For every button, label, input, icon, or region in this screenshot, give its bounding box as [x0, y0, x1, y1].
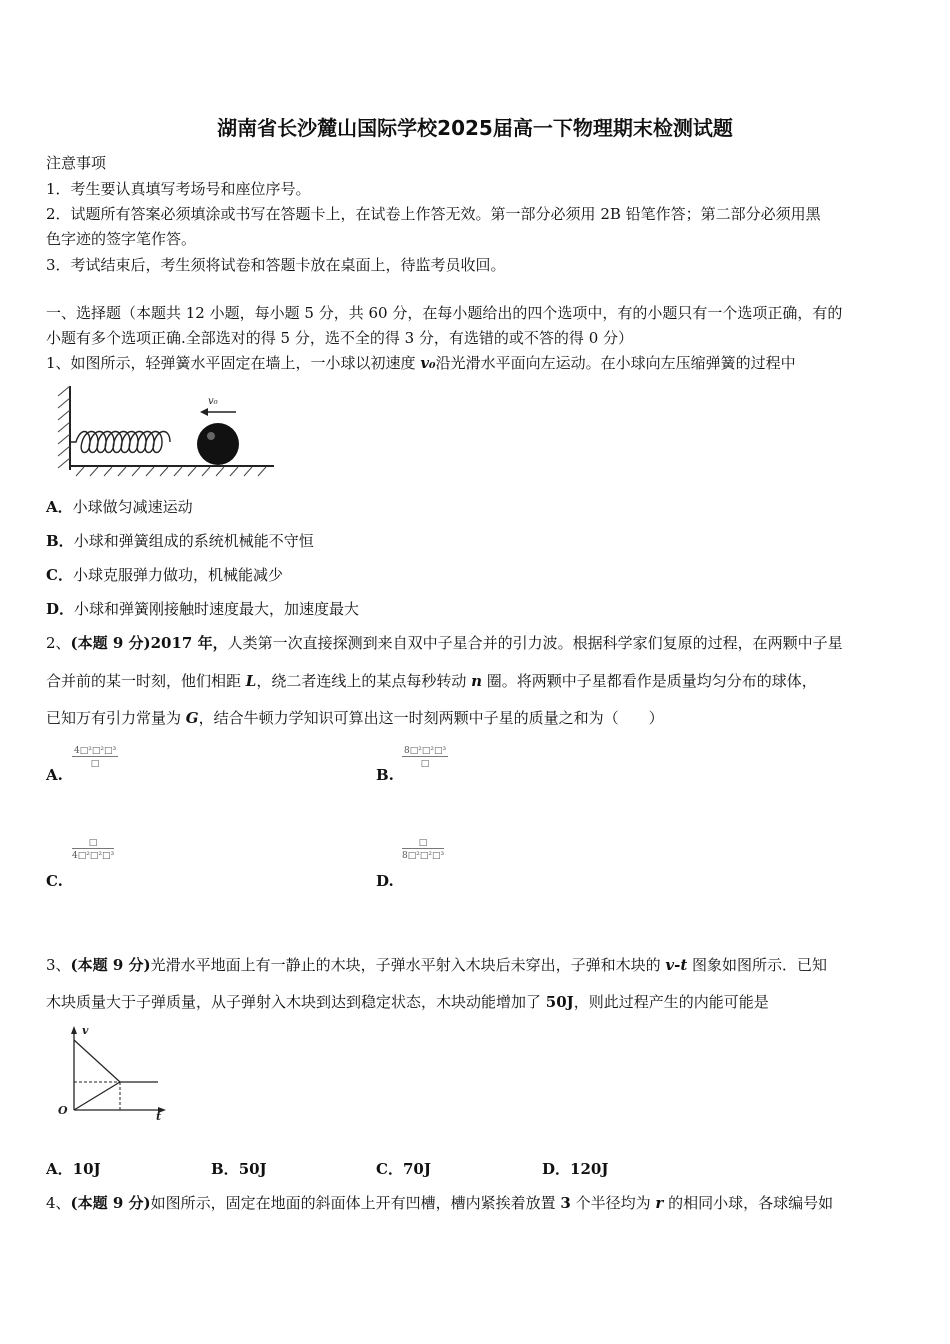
q3-axis-t-label: t — [156, 1110, 162, 1122]
q3-stem-line-2: 木块质量大于子弹质量，从子弹射入木块到达到稳定状态，木块动能增加了 50J，则此过程产生的内能可能是 — [46, 993, 769, 1011]
notice-item-2: 2．试题所有答案必须填涂或书写在答题卡上，在试卷上作答无效。第一部分必须用 2B 铅笔作答；第二部分必须用黑 — [46, 205, 821, 223]
page-title: 湖南省长沙麓山国际学校2025届高一下物理期末检测试题 — [217, 116, 733, 140]
notice-heading: 注意事项 — [46, 154, 107, 172]
section-heading-line-1: 一、选择题（本题共 12 小题，每小题 5 分，共 60 分，在每小题给出的四个选项中，有的小题只有一个选项正确，有的 — [46, 304, 843, 322]
q2-option-d-fraction: □ 8□²□²□³ — [402, 838, 445, 861]
q1-stem — [46, 352, 796, 373]
q4-stem-line-1: 4、(本题 9 分)如图所示，固定在地面的斜面体上开有凹槽，槽内紧挨着放置 3 个半径均为 r 的相同小球，各球编号如 — [46, 1194, 834, 1212]
q3-option-d: D．120J — [542, 1160, 609, 1178]
notice-item-1: 1．考生要认真填写考场号和座位序号。 — [46, 180, 311, 198]
notice-item-3: 3．考试结束后，考生须将试卷和答题卡放在桌面上，待监考员收回。 — [46, 256, 506, 274]
q2-option-b-fraction: 8□²□²□³ □ — [404, 746, 447, 769]
q3-option-b: B．50J — [211, 1160, 267, 1178]
q2-stem-line-1: 2、(本题 9 分)2017 年，人类第一次直接探测到来自双中子星合并的引力波。根据科学家们复原的过程，在两颗中子星 — [46, 634, 843, 652]
q1-option-d: D．小球和弹簧刚接触时速度最大，加速度最大 — [46, 600, 360, 618]
q1-spring-ball-figure — [56, 384, 278, 478]
q1-stem-part-b: 沿光滑水平面向左运动。在小球向左压缩弹簧的过程中 — [435, 354, 796, 372]
q3-axis-v-label: v — [82, 1024, 89, 1037]
q3-option-c: C．70J — [376, 1160, 431, 1178]
q3-option-a: A．10J — [46, 1160, 101, 1178]
q2-stem-line-3: 已知万有引力常量为 G，结合牛顿力学知识可算出这一时刻两颗中子星的质量之和为（ ） — [46, 709, 664, 727]
section-heading-line-2: 小题有多个选项正确.全部选对的得 5 分，选不全的得 3 分，有选错的或不答的得 0 分） — [46, 329, 634, 347]
q2-option-b-label: B. — [376, 766, 394, 784]
q2-stem-line-2: 合并前的某一时刻，他们相距 L，绕二者连线上的某点每秒转动 n 圈。将两颗中子星都看作是质量均匀分布的球体， — [46, 672, 817, 690]
q2-option-a-fraction: 4□²□²□³ □ — [74, 746, 117, 769]
q2-option-d-label: D. — [376, 872, 394, 890]
q1-figure-v0-label: v₀ — [208, 396, 218, 407]
q1-option-b: B．小球和弹簧组成的系统机械能不守恒 — [46, 532, 314, 550]
q2-option-c-label: C. — [46, 872, 63, 890]
q1-v0: v₀ — [420, 354, 436, 372]
q2-option-a-label: A. — [46, 766, 63, 784]
q2-option-c-fraction: □ 4□²□²□³ — [72, 838, 115, 861]
q3-stem-line-1: 3、(本题 9 分)光滑水平地面上有一静止的木块，子弹水平射入木块后未穿出，子弹和木块的 v-t 图象如图所示．已知 — [46, 956, 828, 974]
q1-option-a: A．小球做匀减速运动 — [46, 498, 193, 516]
q3-axis-origin-label: O — [58, 1104, 68, 1117]
q3-vt-graph — [54, 1022, 174, 1122]
notice-item-2-cont: 色字迹的签字笔作答。 — [46, 230, 197, 248]
q1-option-c: C．小球克服弹力做功，机械能减少 — [46, 566, 283, 584]
q1-stem-part-a: 1、如图所示，轻弹簧水平固定在墙上，一小球以初速度 — [46, 354, 421, 372]
